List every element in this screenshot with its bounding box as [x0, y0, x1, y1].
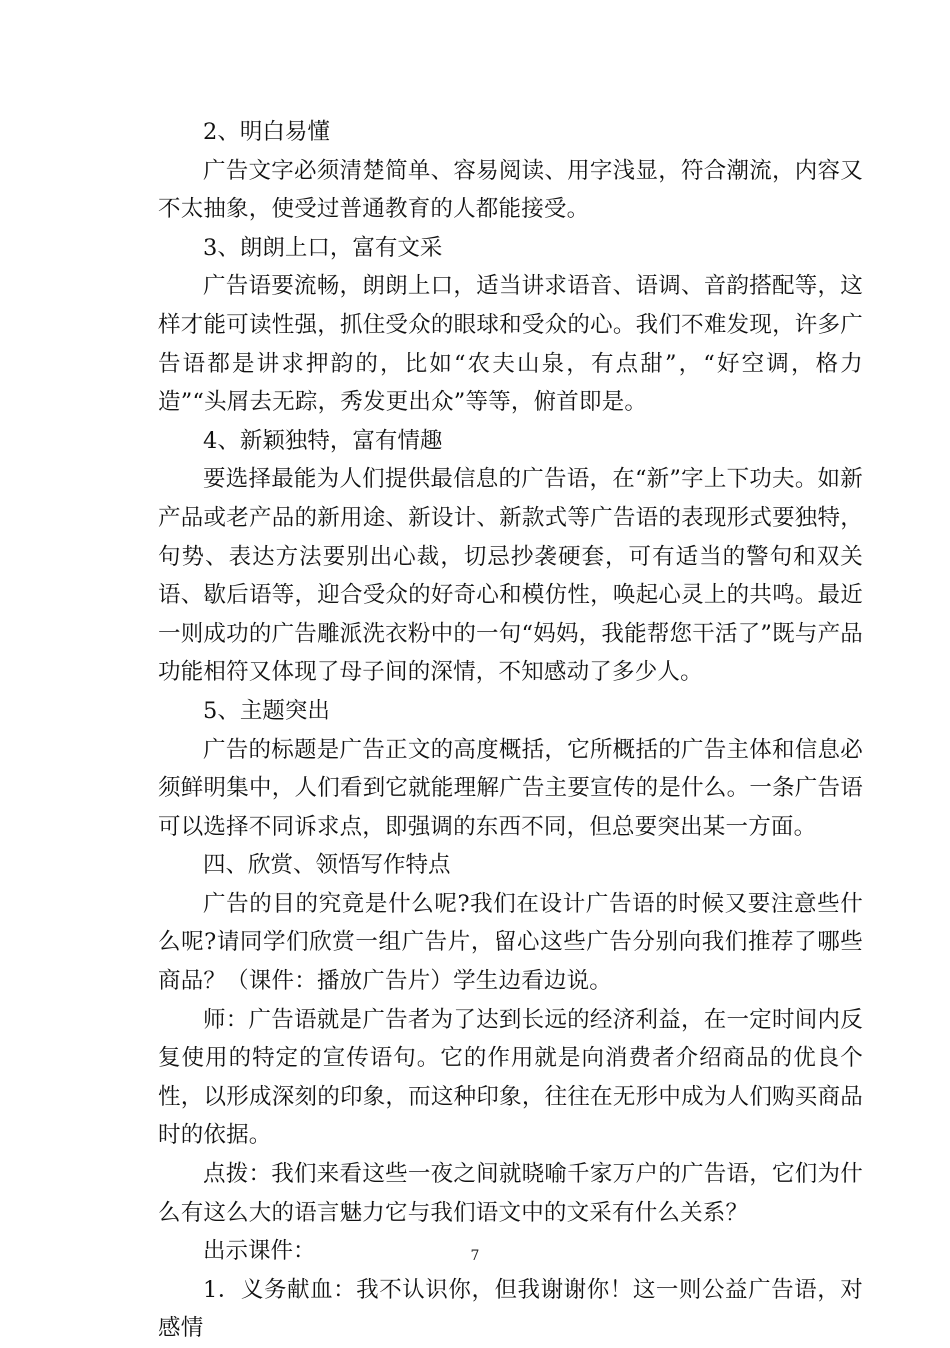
section-heading-2: 2、明白易懂	[203, 119, 330, 145]
paragraph-clarity: 广告文字必须清楚简单、容易阅读、用字浅显，符合潮流，内容又不太抽象，使受过普通教育的人都能接受。	[158, 157, 863, 223]
paragraph-theme: 广告的标题是广告正文的高度概括，它所概括的广告主体和信息必须鲜明集中，人们看到它就能理解广告主要宣传的是什么。一条广告语可以选择不同诉求点，即强调的东西不同，但总要突出某一方面。	[158, 736, 863, 840]
document-body	[158, 113, 863, 1348]
paragraph-rhythm: 广告语要流畅，朗朗上口，适当讲求语音、语调、音韵搭配等，这样才能可读性强，抓住受众的眼球和受众的心。我们不难发现，许多广告语都是讲求押韵的，比如“农夫山泉，有点甜”，“好空调，格力造”“头屑去无踪，秀发更出众”等等，俯首即是。	[158, 273, 863, 416]
page-number: 7	[470, 1248, 480, 1264]
section-heading-four: 四、欣赏、领悟写作特点	[203, 852, 451, 879]
section-heading-4: 4、新颖独特，富有情趣	[203, 427, 443, 454]
paragraph-novelty: 要选择最能为人们提供最信息的广告语，在“新”字上下功夫。如新产品或老产品的新用途、新设计、新款式等广告语的表现形式要独特，句势、表达方法要别出心裁，切忌抄袭硬套，可有适当的警句和双关语、歇后语等，迎合受众的好奇心和模仿性，唤起心灵上的共鸣。最近一则成功的广告雕派洗衣粉中的一句“妈妈，我能帮您干活了”既与产品功能相符又体现了母子间的深情，不知感动了多少人。	[158, 466, 863, 686]
courseware-label: 出示课件：	[203, 1238, 316, 1265]
section-heading-5: 5、主题突出	[203, 697, 330, 724]
paragraph-teacher: 师：广告语就是广告者为了达到长远的经济利益，在一定时间内反复使用的特定的宣传语句。它的作用就是向消费者介绍商品的优良个性，以形成深刻的印象，而这种印象，往往在无形中成为人们购买商品时的依据。	[158, 1006, 863, 1149]
paragraph-blood-donation: 1．义务献血：我不认识你，但我谢谢你！这一则公益广告语，对感情	[158, 1276, 863, 1342]
paragraph-guidance: 点拨：我们来看这些一夜之间就晓喻千家万户的广告语，它们为什么有这么大的语言魅力它与我们语文中的文采有什么关系？	[158, 1161, 863, 1226]
paragraph-purpose: 广告的目的究竟是什么呢?我们在设计广告语的时候又要注意些什么呢?请同学们欣赏一组广告片，留心这些广告分别向我们推荐了哪些商品？（课件：播放广告片）学生边看边说。	[158, 890, 863, 995]
section-heading-3: 3、朗朗上口，富有文采	[203, 234, 443, 261]
